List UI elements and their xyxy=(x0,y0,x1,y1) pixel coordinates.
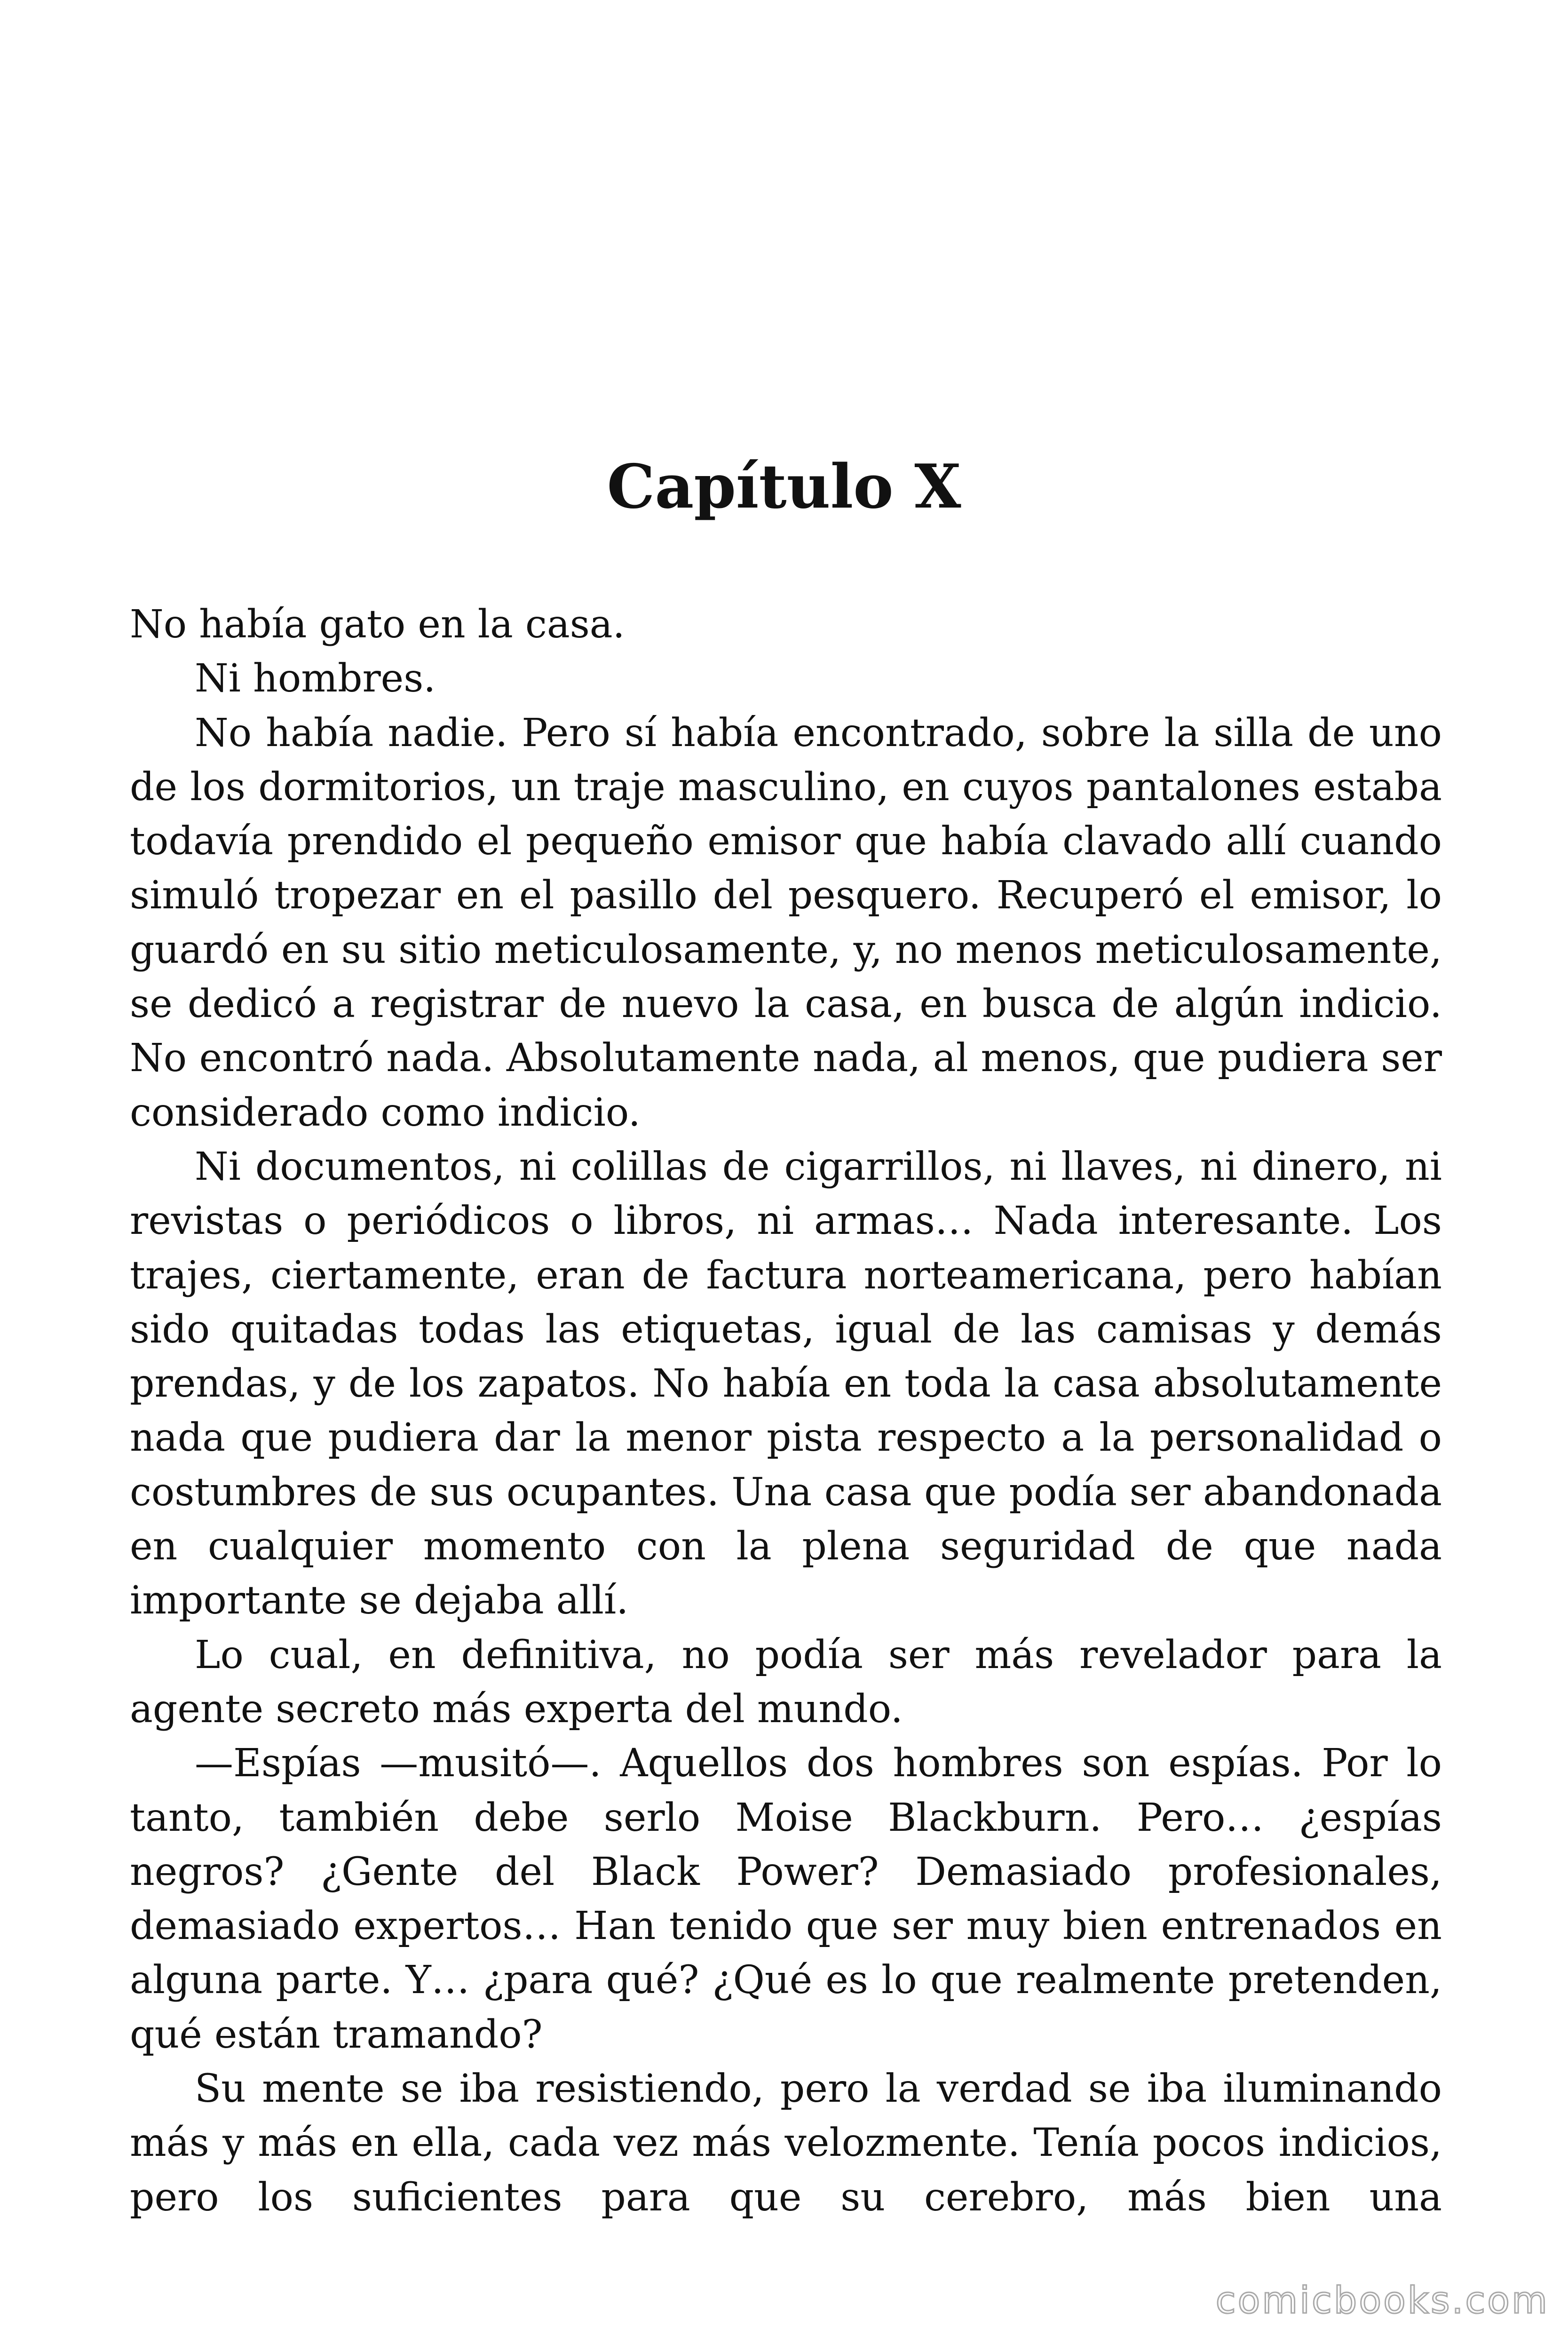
watermark-logo: comicbooks.com xyxy=(1215,2280,1549,2322)
chapter-body xyxy=(130,597,1442,2225)
paragraph: —Espías —musitó—. Aquellos dos hombres son espías. Por lo tanto, también debe serlo Moise Blackburn. Pero… ¿espías negros? ¿Gente del Black Power? Demasiado profesionales, demasiado expertos… Han tenido que ser muy bien entrenados en alguna parte. Y… ¿para qué? ¿Qué es lo que realmente pretenden, qué están tramando? xyxy=(130,1741,1442,2057)
chapter-title: Capítulo X xyxy=(607,452,961,522)
paragraph: Ni hombres. xyxy=(195,656,436,701)
paragraph: No había nadie. Pero sí había encontrado, sobre la silla de uno de los dormitorios, un traje masculino, en cuyos pantalones estaba todavía prendido el pequeño emisor que había clavado allí cuando simuló tropezar en el pasillo del pesquero. Recuperó el emisor, lo guardó en su sitio meticulosamente, y, no menos meticulosamente, se dedicó a registrar de nuevo la casa, en busca de algún indicio. No encontró nada. Absolutamente nada, al menos, que pudiera ser considerado como indicio. xyxy=(130,710,1442,1135)
paragraph: No había gato en la casa. xyxy=(130,602,625,647)
paragraph: Lo cual, en definitiva, no podía ser más revelador para la agente secreto más experta del mundo. xyxy=(130,1632,1442,1732)
paragraph: Su mente se iba resistiendo, pero la verdad se iba iluminando más y más en ella, cada vez más velozmente. Tenía pocos indicios, pero los suficientes para que su cerebro, más bien una xyxy=(130,2066,1442,2220)
paragraph: Ni documentos, ni colillas de cigarrillos, ni llaves, ni dinero, ni revistas o periódicos o libros, ni armas… Nada interesante. Los trajes, ciertamente, eran de factura norteamericana, pero habían sido quitadas todas las etiquetas, igual de las camisas y demás prendas, y de los zapatos. No había en toda la casa absolutamente nada que pudiera dar la menor pista respecto a la personalidad o costumbres de sus ocupantes. Una casa que podía ser abandonada en cualquier momento con la plena seguridad de que nada importante se dejaba allí. xyxy=(130,1144,1442,1623)
